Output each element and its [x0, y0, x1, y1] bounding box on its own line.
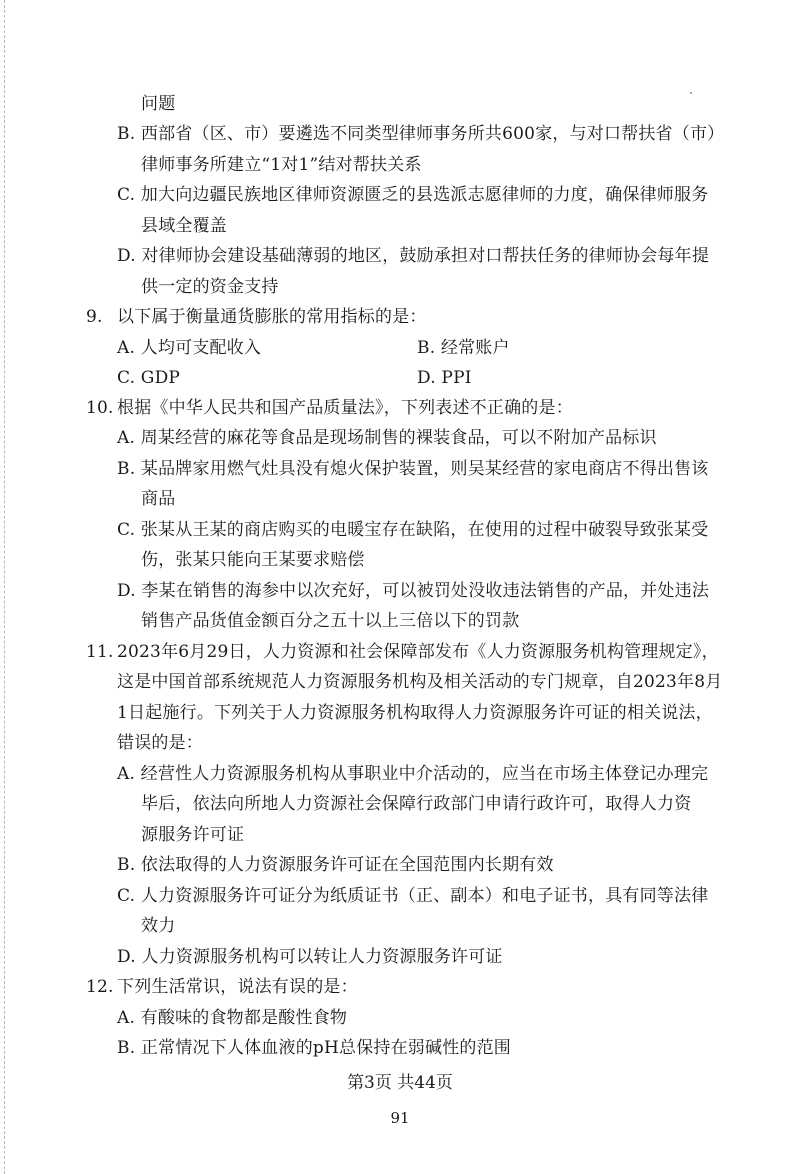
- q8-option-c-line2: 县域全覆盖: [141, 216, 227, 236]
- q8-option-a-continuation: 问题: [141, 94, 176, 114]
- q8-option-b-line1: B. 西部省（区、市）要遴选不同类型律师事务所共600家，与对口帮扶省（市）: [117, 124, 725, 144]
- q11-stem-line2: 这是中国首部系统规范人力资源服务机构及相关活动的专门规章，自2023年8月: [117, 672, 723, 692]
- q8-option-c-line1: C. 加大向边疆民族地区律师资源匮乏的县选派志愿律师的力度，确保律师服务: [117, 185, 709, 205]
- q10-option-b-line1: B. 某品牌家用燃气灶具没有熄火保护装置，则吴某经营的家电商店不得出售该: [117, 459, 709, 479]
- q10-number: 10.: [86, 398, 114, 418]
- q12-stem: 下列生活常识，说法有误的是：: [117, 977, 358, 997]
- binding-margin-line: [4, 0, 7, 1174]
- q11-option-b: B. 依法取得的人力资源服务许可证在全国范围内长期有效: [117, 855, 554, 875]
- q9-option-b: B. 经常账户: [417, 338, 510, 358]
- q11-option-d: D. 人力资源服务机构可以转让人力资源服务许可证: [117, 947, 503, 967]
- q11-stem-line4: 错误的是：: [117, 733, 203, 753]
- q10-option-b-line2: 商品: [141, 489, 176, 509]
- q8-option-b-line2: 律师事务所建立“1对1”结对帮扶关系: [141, 155, 422, 175]
- q11-option-c-line2: 效力: [141, 916, 176, 936]
- q9-number: 9.: [86, 307, 103, 327]
- q8-option-d-line2: 供一定的资金支持: [141, 277, 279, 297]
- q9-stem: 以下属于衡量通货膨胀的常用指标的是：: [117, 307, 427, 327]
- q10-option-d-line1: D. 李某在销售的海参中以次充好，可以被罚处没收违法销售的产品，并处违法: [117, 581, 710, 601]
- q10-option-a: A. 周某经营的麻花等食品是现场制售的裸装食品，可以不附加产品标识: [117, 428, 657, 448]
- q10-option-d-line2: 销售产品货值金额百分之五十以上三倍以下的罚款: [141, 611, 520, 631]
- q11-option-a-line1: A. 经营性人力资源服务机构从事职业中介活动的，应当在市场主体登记办理完: [117, 764, 709, 784]
- q8-option-d-line1: D. 对律师协会建设基础薄弱的地区，鼓励承担对口帮扶任务的律师协会每年提: [117, 246, 710, 266]
- q11-stem-line1: 2023年6月29日，人力资源和社会保障部发布《人力资源服务机构管理规定》，: [117, 642, 719, 662]
- q12-number: 12.: [86, 977, 114, 997]
- q10-option-c-line1: C. 张某从王某的商店购买的电暖宝存在缺陷，在使用的过程中破裂导致张某受: [117, 520, 709, 540]
- page-number: 91: [390, 1109, 410, 1127]
- q11-option-c-line1: C. 人力资源服务许可证分为纸质证书（正、副本）和电子证书，具有同等法律: [117, 886, 709, 906]
- q12-option-b: B. 正常情况下人体血液的pH总保持在弱碱性的范围: [117, 1038, 512, 1058]
- page-footer-label: 第3页 共44页: [347, 1073, 453, 1093]
- q11-option-a-line3: 源服务许可证: [141, 825, 245, 845]
- q10-option-c-line2: 伤，张某只能向王某要求赔偿: [141, 550, 365, 570]
- q11-stem-line3: 1日起施行。下列关于人力资源服务机构取得人力资源服务许可证的相关说法，: [117, 703, 713, 723]
- q9-option-d: D. PPI: [417, 368, 472, 388]
- q11-option-a-line2: 毕后，依法向所地人力资源社会保障行政部门申请行政许可，取得人力资: [141, 794, 692, 814]
- q9-option-a: A. 人均可支配收入: [117, 338, 262, 358]
- q11-number: 11.: [86, 642, 114, 662]
- q10-stem: 根据《中华人民共和国产品质量法》，下列表述不正确的是：: [117, 398, 573, 418]
- scan-speck: [690, 92, 692, 94]
- q12-option-a: A. 有酸味的食物都是酸性食物: [117, 1008, 348, 1028]
- q9-option-c: C. GDP: [117, 368, 181, 388]
